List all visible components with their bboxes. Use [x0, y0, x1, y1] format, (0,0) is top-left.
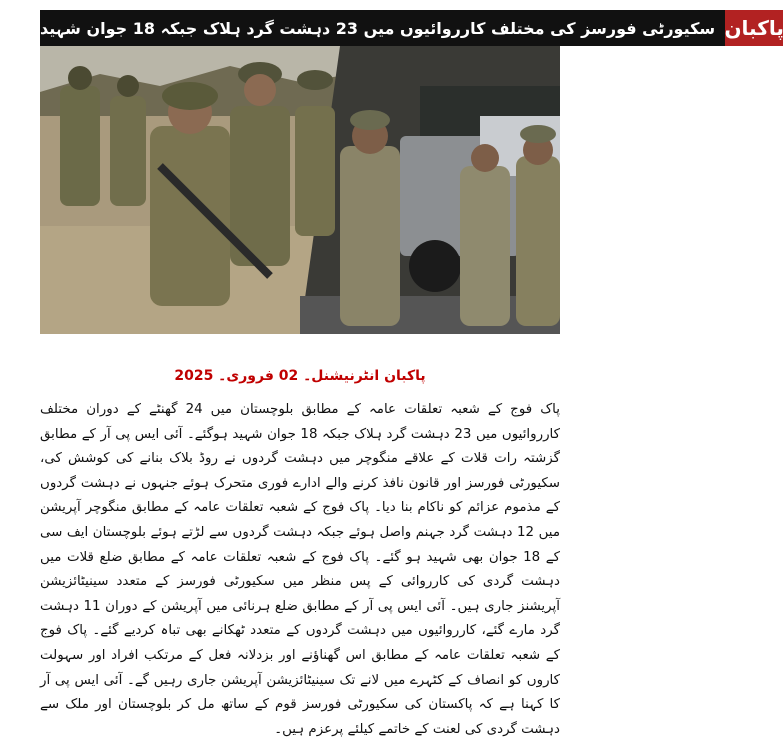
- headline-header: [40, 10, 784, 46]
- article-body: پاک فوج کے شعبہ تعلقات عامہ کے مطابق بلوچستان میں 24 گھنٹے کے دوران مختلف کارروائیوں میں 23 دہشت گرد ہلاک جبکہ 18 جوان شہید ہوگئے۔ آئی ایس پی آر کے مطابق گزشتہ رات قلات کے علاقے منگوچر میں دہشت گردوں نے روڈ بلاک بنانے کی کوشش کی، سکیورٹی فورسز اور قانون نافذ کرنے والے ادارے فوری متحرک ہوئے جنہوں نے دہشت گردوں کے مذموم عزائم کو ناکام بنا دیا۔ پاک فوج کے شعبہ تعلقات عامہ کے مطابق منگوچر آپریشن میں 12 دہشت گرد جہنم واصل ہوئے جبکہ دہشت گردوں سے لڑتے ہوئے بلوچستان ایف سی کے 18 جوان بھی شہید ہو گئے۔ پاک فوج کے شعبہ تعلقات عامہ کے مطابق ضلع قلات میں دہشت گردی کی کارروائی کے پس منظر میں سکیورٹی فورسز کے متعدد سینیٹائزیشن آپریشنز جاری ہیں۔ آئی ایس پی آر کے مطابق ضلع ہرنائی میں آپریشن کے دوران 11 دہشت گرد مارے گئے، کارروائیوں میں دہشت گردوں کے متعدد ٹھکانے بھی تباہ کردیے گئے۔ پاک فوج کے شعبہ تعلقات عامہ کے مطابق اس گھناؤنے اور بزدلانہ فعل کے مرتکب افراد اور سہولت کاروں کو انصاف کے کٹہرے میں لانے تک سینیٹائزیشن آپریشن جاری رہیں گے۔ آئی ایس پی آر کا کہنا ہے کہ پاکستان کی سکیورٹی فورسز قوم کے ساتھ مل کر بلوچستان اور ملک سے دہشت گردی کی لعنت کے خاتمے کیلئے پرعزم ہیں۔: [40, 402, 561, 737]
- brand-logo: [725, 10, 783, 46]
- soldiers-photo: [40, 46, 560, 334]
- dateline: پاکبان انٹرنیشنل۔ 02 فروری۔ 2025: [174, 368, 426, 384]
- headline-text: سکیورٹی فورسز کی مختلف کارروائیوں میں 23 دہشت گرد ہلاک جبکہ 18 جوان شہید: [40, 18, 716, 38]
- soldiers-photo-illustration: [40, 46, 560, 334]
- brand-text: پاکبان: [724, 16, 784, 40]
- truck-wheel: [409, 240, 461, 292]
- headline-bar: [40, 10, 725, 46]
